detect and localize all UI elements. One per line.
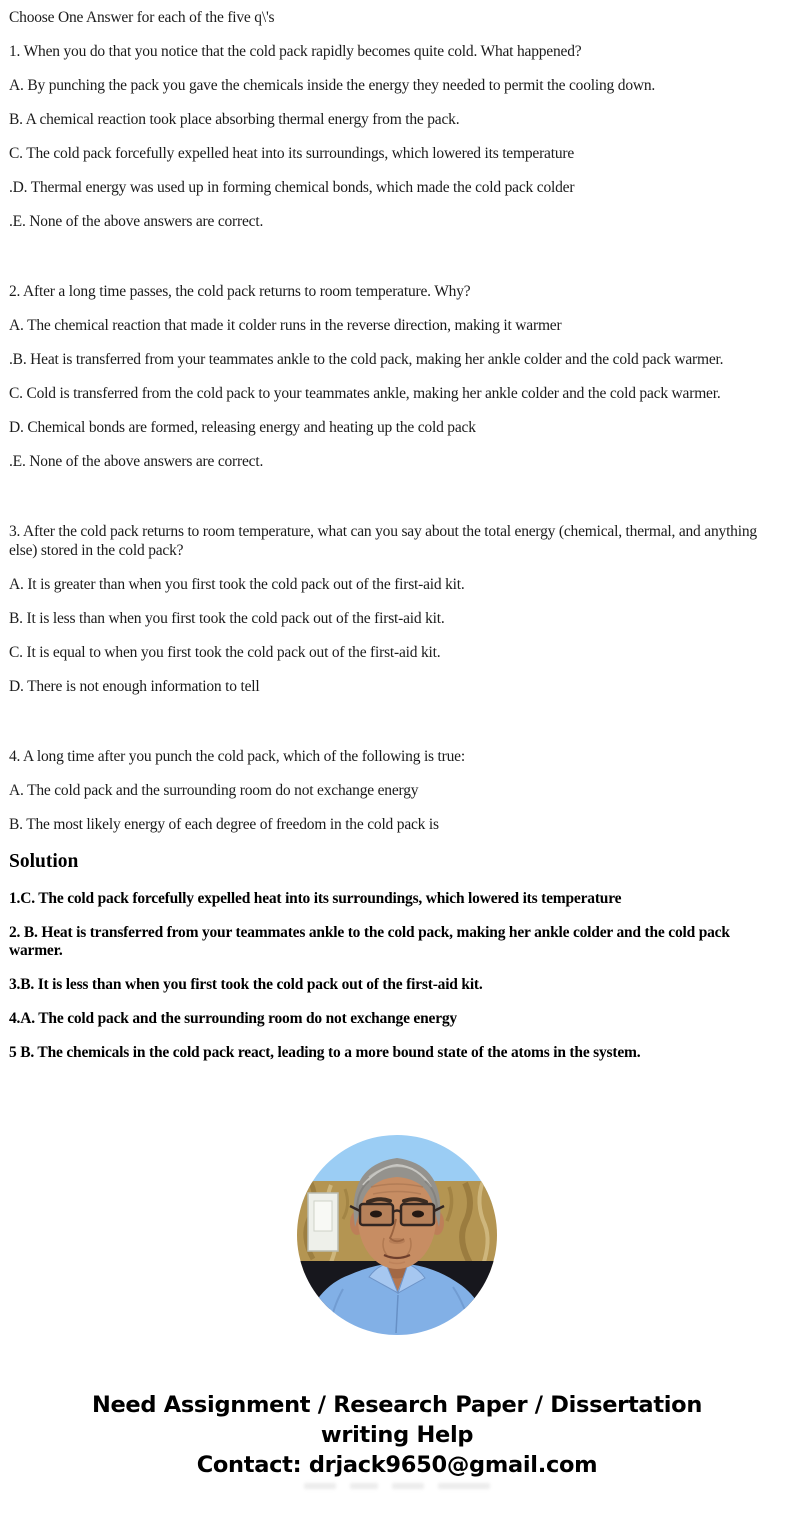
section-spacer: [9, 247, 785, 283]
question-1-option-b: B. A chemical reaction took place absorbing thermal energy from the pack.: [9, 111, 460, 128]
question-4-text: 4. A long time after you punch the cold pack, which of the following is true:: [9, 747, 465, 765]
question-4-option-b: B. The most likely energy of each degree of freedom in the cold pack is: [9, 815, 439, 833]
question-3-option-a: A. It is greater than when you first took the cold pack out of the first-aid kit.: [9, 575, 465, 593]
section-spacer: [9, 712, 785, 748]
question-1-option-c: C. The cold pack forcefully expelled heat into its surroundings, which lowered its temperature: [9, 145, 575, 162]
question-3-option-b: B. It is less than when you first took the cold pack out of the first-aid kit.: [9, 609, 445, 627]
promo-footer-contact-email: Contact: drjack9650@gmail.com: [196, 1451, 598, 1478]
question-2-option-d: D. Chemical bonds are formed, releasing energy and heating up the cold pack: [9, 419, 476, 436]
question-2-option-b: .B. Heat is transferred from your teammates ankle to the cold pack, making her ankle colder and the cold pack warmer.: [9, 351, 724, 368]
solution-answer-5: 5 B. The chemicals in the cold pack react, leading to a more bound state of the atoms in the system.: [9, 1044, 641, 1061]
question-2-option-a: A. The chemical reaction that made it colder runs in the reverse direction, making it warmer: [9, 317, 562, 334]
promo-footer: [0, 1390, 794, 1480]
solution-answer-3: 3.B. It is less than when you first took the cold pack out of the first-aid kit.: [9, 976, 483, 993]
tutor-avatar: [297, 1135, 497, 1335]
question-2-option-c: C. Cold is transferred from the cold pack to your teammates ankle, making her ankle colder and the cold pack warmer.: [9, 385, 721, 402]
question-4-option-a: A. The cold pack and the surrounding room do not exchange energy: [9, 781, 419, 799]
question-2-text: 2. After a long time passes, the cold pack returns to room temperature. Why?: [9, 283, 471, 300]
question-2-option-e: .E. None of the above answers are correct.: [9, 453, 264, 470]
watermark-smudge: [267, 1483, 527, 1491]
solution-answer-1: 1.C. The cold pack forcefully expelled heat into its surroundings, which lowered its temperature: [9, 889, 622, 907]
section-spacer: [9, 487, 785, 523]
person-photo-illustration: [297, 1135, 497, 1335]
question-1-option-d: .D. Thermal energy was used up in forming chemical bonds, which made the cold pack colder: [9, 179, 575, 196]
question-1-option-a: A. By punching the pack you gave the chemicals inside the energy they needed to permit the cooling down.: [9, 77, 656, 94]
question-3-text: 3. After the cold pack returns to room temperature, what can you say about the total energy (chemical, thermal, and anything else) stored in the cold pack?: [9, 523, 757, 559]
question-1-text: 1. When you do that you notice that the cold pack rapidly becomes quite cold. What happened?: [9, 43, 582, 60]
solution-answer-4: 4.A. The cold pack and the surrounding room do not exchange energy: [9, 1010, 457, 1027]
solution-heading: Solution: [9, 850, 79, 872]
solution-answer-2: 2. B. Heat is transferred from your teammates ankle to the cold pack, making her ankle colder and the cold pack warmer.: [9, 923, 730, 959]
promo-footer-line-2: writing Help: [320, 1421, 474, 1448]
question-3-option-d: D. There is not enough information to tell: [9, 677, 260, 695]
promo-footer-line-1: Need Assignment / Research Paper / Dissertation: [91, 1391, 703, 1418]
question-3-option-c: C. It is equal to when you first took the cold pack out of the first-aid kit.: [9, 643, 441, 661]
question-1-option-e: .E. None of the above answers are correct.: [9, 213, 264, 230]
quiz-instruction: Choose One Answer for each of the five q\'s: [9, 9, 275, 26]
